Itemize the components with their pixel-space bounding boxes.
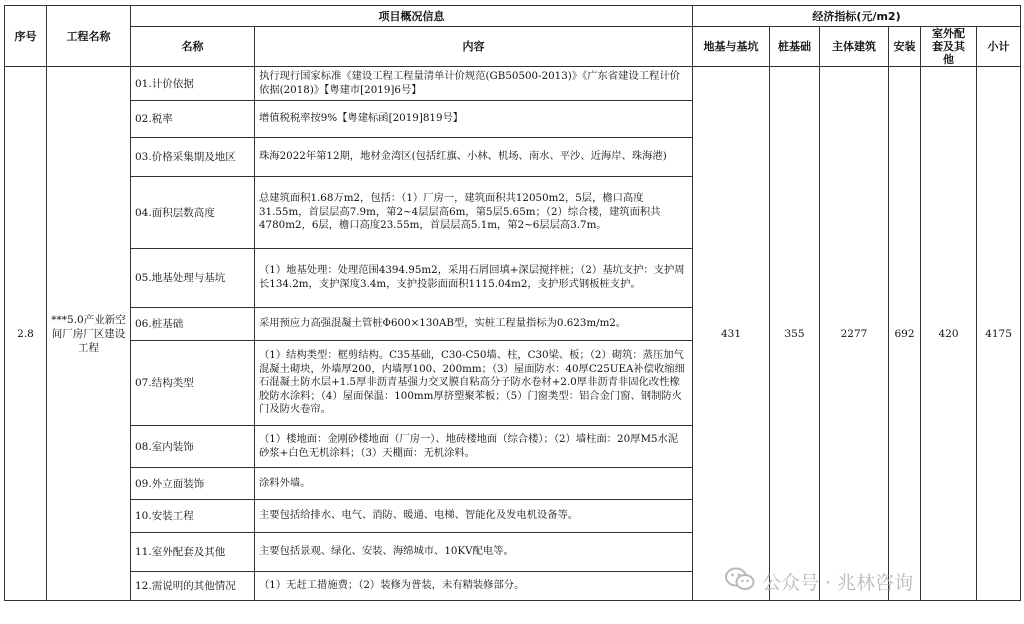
item-name: 09.外立面装饰 — [131, 468, 255, 500]
project-index-table — [4, 5, 1021, 601]
item-name: 02.税率 — [131, 101, 255, 138]
item-name: 11.室外配套及其他 — [131, 533, 255, 572]
item-name: 07.结构类型 — [131, 341, 255, 426]
watermark-text: 公众号 · 兆林咨询 — [762, 571, 914, 594]
item-name: 10.安装工程 — [131, 500, 255, 533]
header-overview: 项目概况信息 — [131, 6, 693, 27]
item-content: 采用预应力高强混凝土管桩Φ600×130AB型，实桩工程量指标为0.623m/m2。 — [255, 308, 693, 341]
item-name: 08.室内装饰 — [131, 426, 255, 468]
header-pile-foundation: 桩基础 — [770, 27, 820, 67]
header-installation: 安装 — [889, 27, 921, 67]
header-seq: 序号 — [5, 6, 47, 67]
header-foundation-pit: 地基与基坑 — [693, 27, 770, 67]
item-content: 总建筑面积1.68万m2，包括：（1）厂房一，建筑面积共12050m2，5层，檐口高度31.55m，首层层高7.9m，第2~4层层高6m，第5层5.65m；（2）综合楼，建筑面积共4780m2，6层，檐口高度23.55m，首层层高5.1m，第2~6层层高3.7m。 — [255, 177, 693, 249]
item-content: （1）结构类型：框剪结构。C35基础，C30-C50墙、柱，C30梁、板；（2）砌筑：蒸压加气混凝土砌块，外墙厚200，内墙厚100、200mm；（3）屋面防水：40厚C25UEA补偿收缩细石混凝土防水层+1.5厚非沥青基强力交叉膜自粘高分子防水卷材+2.0厚非沥青非固化改性橡胶防水涂料；（4）屋面保温：100mm厚挤塑聚苯板；（5）门窗类型：铝合金门窗、钢制防火门及防火卷帘。 — [255, 341, 693, 426]
item-content: （1）无赶工措施费；（2）装修为普装，未有精装修部分。 — [255, 572, 693, 601]
header-project-name: 工程名称 — [47, 6, 131, 67]
item-name: 01.计价依据 — [131, 67, 255, 101]
item-content: 涂料外墙。 — [255, 468, 693, 500]
item-name: 05.地基处理与基坑 — [131, 249, 255, 308]
row-seq: 2.8 — [5, 67, 47, 601]
header-main-building: 主体建筑 — [820, 27, 889, 67]
wechat-icon — [725, 567, 762, 596]
item-content: （1）地基处理：处理范围4394.95m2，采用石屑回填+深层搅拌桩；（2）基坑支护：支护周长134.2m，支护深度3.4m，支护投影面面积1115.04m2，支护形式钢板桩支护。 — [255, 249, 693, 308]
item-name: 06.桩基础 — [131, 308, 255, 341]
value-outdoor-other: 420 — [921, 67, 977, 601]
value-pile-foundation: 355 — [770, 67, 820, 601]
item-content: 主要包括景观、绿化、安装、海绵城市、10KV配电等。 — [255, 533, 693, 572]
item-content: 增值税税率按9%【粤建标函[2019]819号】 — [255, 101, 693, 138]
header-economic: 经济指标(元/m2) — [693, 6, 1021, 27]
header-name: 名称 — [131, 27, 255, 67]
item-name: 12.需说明的其他情况 — [131, 572, 255, 601]
header-content: 内容 — [255, 27, 693, 67]
value-subtotal: 4175 — [977, 67, 1021, 601]
watermark — [725, 566, 913, 596]
header-outdoor-other: 室外配套及其他 — [921, 27, 977, 67]
item-content: （1）楼地面：金刚砂楼地面（厂房一）、地砖楼地面（综合楼）；（2）墙柱面：20厚M5水泥砂浆+白色无机涂料；（3）天棚面：无机涂料。 — [255, 426, 693, 468]
value-foundation-pit: 431 — [693, 67, 770, 601]
row-project-name: ***5.0产业新空间厂房厂区建设工程 — [47, 67, 131, 601]
item-name: 03.价格采集期及地区 — [131, 138, 255, 177]
value-main-building: 2277 — [820, 67, 889, 601]
header-subtotal: 小计 — [977, 27, 1021, 67]
value-installation: 692 — [889, 67, 921, 601]
item-name: 04.面积层数高度 — [131, 177, 255, 249]
item-content: 执行现行国家标准《建设工程工程量清单计价规范(GB50500-2013)》《广东省建设工程计价依据(2018)》【粤建市[2019]6号】 — [255, 67, 693, 101]
item-content: 珠海2022年第12期，地材金湾区(包括红旗、小林、机场、南水、平沙、近海岸、珠海港) — [255, 138, 693, 177]
item-content: 主要包括给排水、电气、消防、暖通、电梯、智能化及发电机设备等。 — [255, 500, 693, 533]
